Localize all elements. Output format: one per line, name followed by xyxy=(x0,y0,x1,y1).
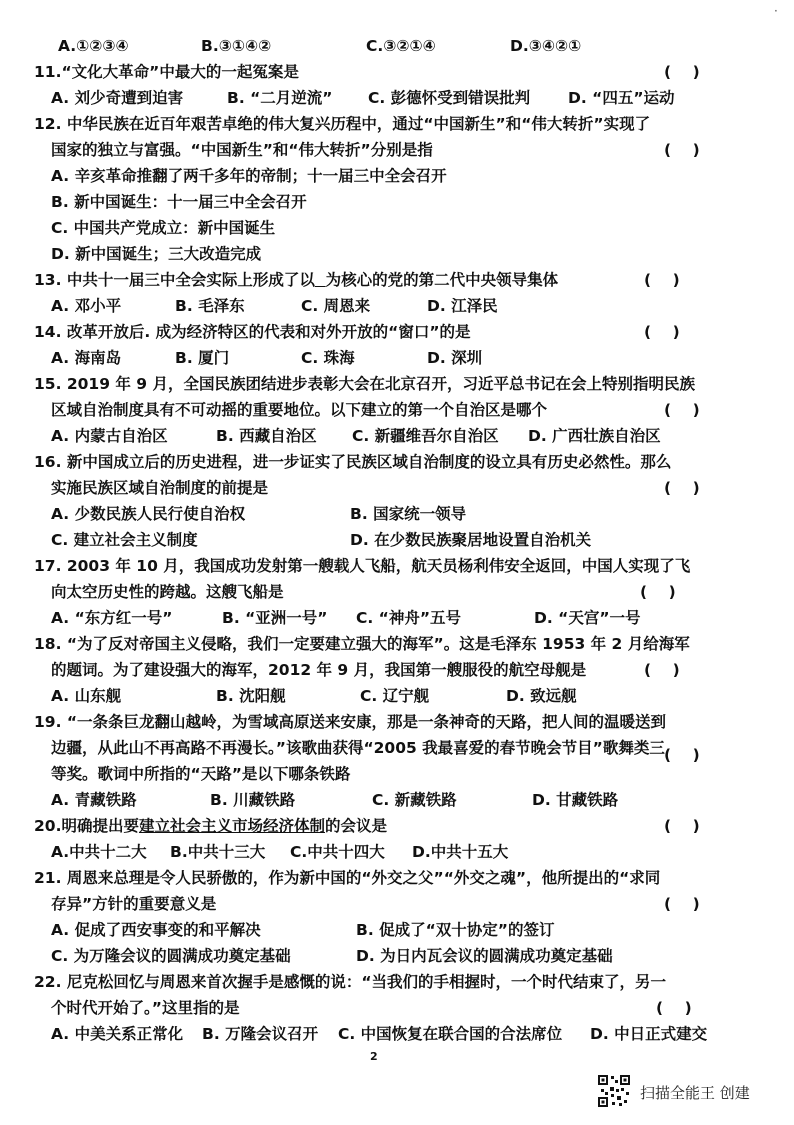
q22-stem-line1: 22. 尼克松回忆与周恩来首次握手是感慨的说：“当我们的手相握时，一个时代结束了，另一 xyxy=(34,973,667,991)
q17-option-c: C. “神舟”五号 xyxy=(356,609,462,627)
q21-option-d: D. 为日内瓦会议的圆满成功奠定基础 xyxy=(356,947,613,965)
q13-answer-paren: ( ) xyxy=(644,271,680,289)
q19-option-d: D. 甘藏铁路 xyxy=(532,791,619,809)
q21-answer-paren: ( ) xyxy=(664,895,700,913)
q18-stem-line2: 的题词。为了建设强大的海军，2012 年 9 月，我国第一艘服役的航空母舰是 xyxy=(51,661,587,679)
qr-code-icon xyxy=(597,1074,631,1108)
q12-option-b: B. 新中国诞生：十一届三中全会召开 xyxy=(51,193,307,211)
q11-stem: 11.“文化大革命”中最大的一起冤案是 xyxy=(34,63,299,81)
q19-option-a: A. 青藏铁路 xyxy=(51,791,137,809)
page-number: 2 xyxy=(370,1050,378,1063)
watermark-brand: 扫描全能王 xyxy=(640,1084,716,1102)
q19-answer-paren: ( ) xyxy=(664,746,700,764)
q20-stem xyxy=(34,816,387,836)
q17-option-a: A. “东方红一号” xyxy=(51,609,173,627)
q10-option-b: B.③①④② xyxy=(201,37,272,55)
q15-stem-line1: 15. 2019 年 9 月，全国民族团结进步表彰大会在北京召开，习近平总书记在会上特别指明民族 xyxy=(34,375,695,393)
q21-option-a: A. 促成了西安事变的和平解决 xyxy=(51,921,261,939)
q21-option-b: B. 促成了“双十协定”的签订 xyxy=(356,921,555,939)
corner-mark: · xyxy=(774,4,778,18)
q14-option-a: A. 海南岛 xyxy=(51,349,122,367)
q13-option-c: C. 周恩来 xyxy=(301,297,371,315)
q13-option-d: D. 江泽民 xyxy=(427,297,498,315)
q15-answer-paren: ( ) xyxy=(664,401,700,419)
q11-option-b: B. “二月逆流” xyxy=(227,89,333,107)
q20-stem-part2: 的会议是 xyxy=(324,817,387,835)
q22-option-d: D. 中日正式建交 xyxy=(590,1025,708,1043)
q13-stem xyxy=(34,270,558,290)
q11-answer-paren: ( ) xyxy=(664,63,700,81)
q13-stem-part2: 为核心的党的第二代中央领导集体 xyxy=(325,271,559,289)
q17-answer-paren: ( ) xyxy=(640,583,676,601)
q18-option-c: C. 辽宁舰 xyxy=(360,687,430,705)
q16-option-d: D. 在少数民族聚居地设置自治机关 xyxy=(350,531,592,549)
q15-option-a: A. 内蒙古自治区 xyxy=(51,427,168,445)
watermark-text xyxy=(640,1082,750,1103)
q16-answer-paren: ( ) xyxy=(664,479,700,497)
q13-stem-part1: 13. 中共十一届三中全会实际上形成了以 xyxy=(34,271,315,289)
q20-option-c: C.中共十四大 xyxy=(290,843,385,861)
q22-option-a: A. 中美关系正常化 xyxy=(51,1025,184,1043)
q12-stem-line1: 12. 中华民族在近百年艰苦卓绝的伟大复兴历程中，通过“中国新生”和“伟大转折”实现了 xyxy=(34,115,651,133)
q13-blank xyxy=(315,271,326,289)
q13-option-b: B. 毛泽东 xyxy=(175,297,245,315)
q20-underlined-phrase: 建立社会主义市场经济体制 xyxy=(138,817,325,835)
q11-option-c: C. 彭德怀受到错误批判 xyxy=(368,89,531,107)
q14-option-b: B. 厦门 xyxy=(175,349,230,367)
q18-option-b: B. 沈阳舰 xyxy=(216,687,286,705)
q22-stem-line2: 个时代开始了。”这里指的是 xyxy=(51,999,240,1017)
q14-stem: 14. 改革开放后. 成为经济特区的代表和对外开放的“窗口”的是 xyxy=(34,323,471,341)
q16-option-c: C. 建立社会主义制度 xyxy=(51,531,198,549)
q12-option-d: D. 新中国诞生；三大改造完成 xyxy=(51,245,262,263)
q10-option-c: C.③②①④ xyxy=(366,37,436,55)
q18-answer-paren: ( ) xyxy=(644,661,680,679)
q15-option-d: D. 广西壮族自治区 xyxy=(528,427,661,445)
q16-option-a: A. 少数民族人民行使自治权 xyxy=(51,505,246,523)
q22-answer-paren: ( ) xyxy=(656,999,692,1017)
q22-option-b: B. 万隆会议召开 xyxy=(202,1025,319,1043)
q17-option-b: B. “亚洲一号” xyxy=(222,609,328,627)
q19-stem-line3: 等奖。歌词中所指的“天路”是以下哪条铁路 xyxy=(51,765,351,783)
q18-option-d: D. 致远舰 xyxy=(506,687,577,705)
q21-option-c: C. 为万隆会议的圆满成功奠定基础 xyxy=(51,947,291,965)
q21-stem-line2: 存异”方针的重要意义是 xyxy=(51,895,217,913)
q17-option-d: D. “天宫”一号 xyxy=(534,609,641,627)
q12-stem-line2: 国家的独立与富强。“中国新生”和“伟大转折”分别是指 xyxy=(51,141,433,159)
q11-option-a: A. 刘少奇遭到迫害 xyxy=(51,89,184,107)
q12-answer-paren: ( ) xyxy=(664,141,700,159)
q17-stem-line1: 17. 2003 年 10 月，我国成功发射第一艘载人飞船，航天员杨利伟安全返回，中国人实现了飞 xyxy=(34,557,691,575)
q17-stem-line2: 向太空历史性的跨越。这艘飞船是 xyxy=(51,583,284,601)
q15-option-b: B. 西藏自治区 xyxy=(216,427,317,445)
q14-option-c: C. 珠海 xyxy=(301,349,355,367)
q11-option-d: D. “四五”运动 xyxy=(568,89,675,107)
q18-stem-line1: 18. “为了反对帝国主义侵略，我们一定要建立强大的海军”。这是毛泽东 1953 年 2 月给海军 xyxy=(34,635,690,653)
watermark-action: 创建 xyxy=(719,1084,750,1102)
q10-option-d: D.③④②① xyxy=(510,37,582,55)
q19-stem-line1: 19. “一条条巨龙翻山越岭，为雪域高原送来安康，那是一条神奇的天路，把人间的温暖送到 xyxy=(34,713,667,731)
q22-option-c: C. 中国恢复在联合国的合法席位 xyxy=(338,1025,563,1043)
q10-option-a: A.①②③④ xyxy=(58,37,129,55)
q12-option-a: A. 辛亥革命推翻了两千多年的帝制；十一届三中全会召开 xyxy=(51,167,447,185)
q14-answer-paren: ( ) xyxy=(644,323,680,341)
q15-stem-line2: 区域自治制度具有不可动摇的重要地位。以下建立的第一个自治区是哪个 xyxy=(51,401,548,419)
q19-option-b: B. 川藏铁路 xyxy=(210,791,296,809)
q20-option-a: A.中共十二大 xyxy=(51,843,147,861)
q12-option-c: C. 中国共产党成立：新中国诞生 xyxy=(51,219,276,237)
q16-stem-line1: 16. 新中国成立后的历史进程，进一步证实了民族区域自治制度的设立具有历史必然性。那么 xyxy=(34,453,672,471)
q14-option-d: D. 深圳 xyxy=(427,349,483,367)
q18-option-a: A. 山东舰 xyxy=(51,687,122,705)
q15-option-c: C. 新疆维吾尔自治区 xyxy=(352,427,499,445)
q13-option-a: A. 邓小平 xyxy=(51,297,122,315)
q20-option-b: B.中共十三大 xyxy=(170,843,266,861)
q16-stem-line2: 实施民族区域自治制度的前提是 xyxy=(51,479,269,497)
q19-option-c: C. 新藏铁路 xyxy=(372,791,457,809)
q21-stem-line1: 21. 周恩来总理是令人民骄傲的，作为新中国的“外交之父”“外交之魂”，他所提出的“求同 xyxy=(34,869,661,887)
q16-option-b: B. 国家统一领导 xyxy=(350,505,467,523)
q20-option-d: D.中共十五大 xyxy=(412,843,509,861)
q19-stem-line2: 边疆，从此山不再高路不再漫长。”该歌曲获得“2005 我最喜爱的春节晚会节目”歌舞类三 xyxy=(51,739,665,757)
q20-answer-paren: ( ) xyxy=(664,817,700,835)
q20-stem-part1: 20.明确提出要 xyxy=(34,817,139,835)
